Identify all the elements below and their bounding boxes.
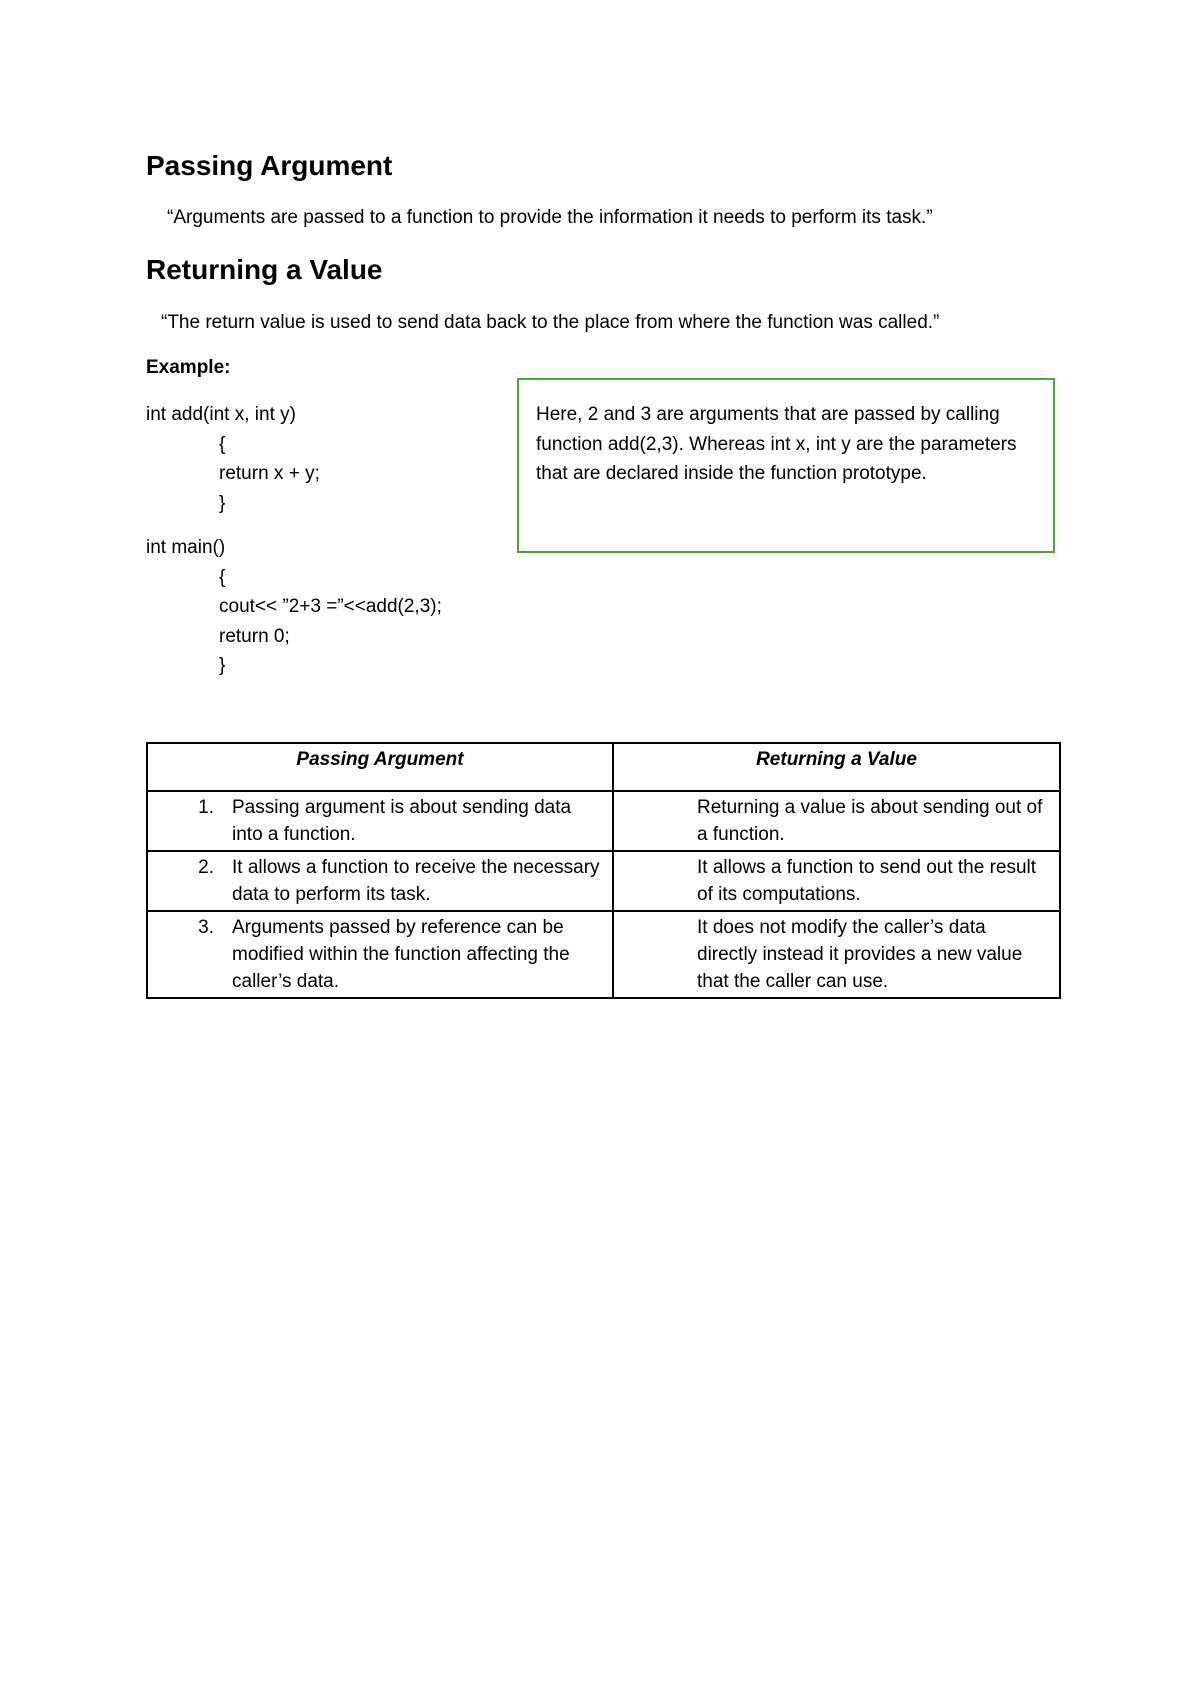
item-number: 1. [198, 797, 214, 818]
table-row [147, 911, 1060, 998]
code-line: cout<< ”2+3 =”<<add(2,3); [219, 596, 442, 617]
column-header-passing: Passing Argument [147, 743, 613, 791]
table-row [147, 851, 1060, 911]
explanation-note-box: Here, 2 and 3 are arguments that are passed by calling function add(2,3). Whereas int x, int y are the parameters that are declared inside the function prototype. [517, 378, 1055, 553]
code-main-function [146, 533, 442, 681]
column-header-returning: Returning a Value [613, 743, 1060, 791]
returning-value-quote: “The return value is used to send data back to the place from where the function was called.” [161, 312, 940, 333]
table-cell-returning: It allows a function to send out the result of its computations. [613, 851, 1060, 911]
code-line: { [219, 433, 226, 455]
table-row [147, 791, 1060, 851]
passing-argument-heading: Passing Argument [146, 150, 393, 181]
code-line: return 0; [219, 625, 290, 647]
passing-argument-quote: “Arguments are passed to a function to provide the information it needs to perform its task.” [167, 207, 933, 228]
code-line: } [219, 492, 226, 514]
item-text: It allows a function to receive the necessary data to perform its task. [232, 857, 600, 905]
item-text: Arguments passed by reference can be modified within the function affecting the caller’s data. [232, 917, 570, 992]
code-add-function [146, 400, 320, 518]
table-cell-passing [147, 791, 613, 851]
returning-value-heading: Returning a Value [146, 254, 383, 285]
table-header-row [147, 743, 1060, 791]
code-line: int main() [146, 537, 226, 558]
code-line: { [219, 566, 226, 588]
comparison-table [146, 742, 1061, 999]
code-line: return x + y; [219, 463, 320, 484]
example-label: Example: [146, 357, 231, 378]
item-number: 3. [198, 917, 214, 938]
code-line: int add(int x, int y) [146, 404, 296, 425]
item-text: Passing argument is about sending data into a function. [232, 797, 572, 845]
table-cell-returning: Returning a value is about sending out of a function. [613, 791, 1060, 851]
code-line: } [219, 655, 226, 676]
item-number: 2. [198, 857, 214, 878]
table-cell-returning: It does not modify the caller’s data directly instead it provides a new value that the caller can use. [613, 911, 1060, 998]
table-cell-passing [147, 911, 613, 998]
table-cell-passing [147, 851, 613, 911]
